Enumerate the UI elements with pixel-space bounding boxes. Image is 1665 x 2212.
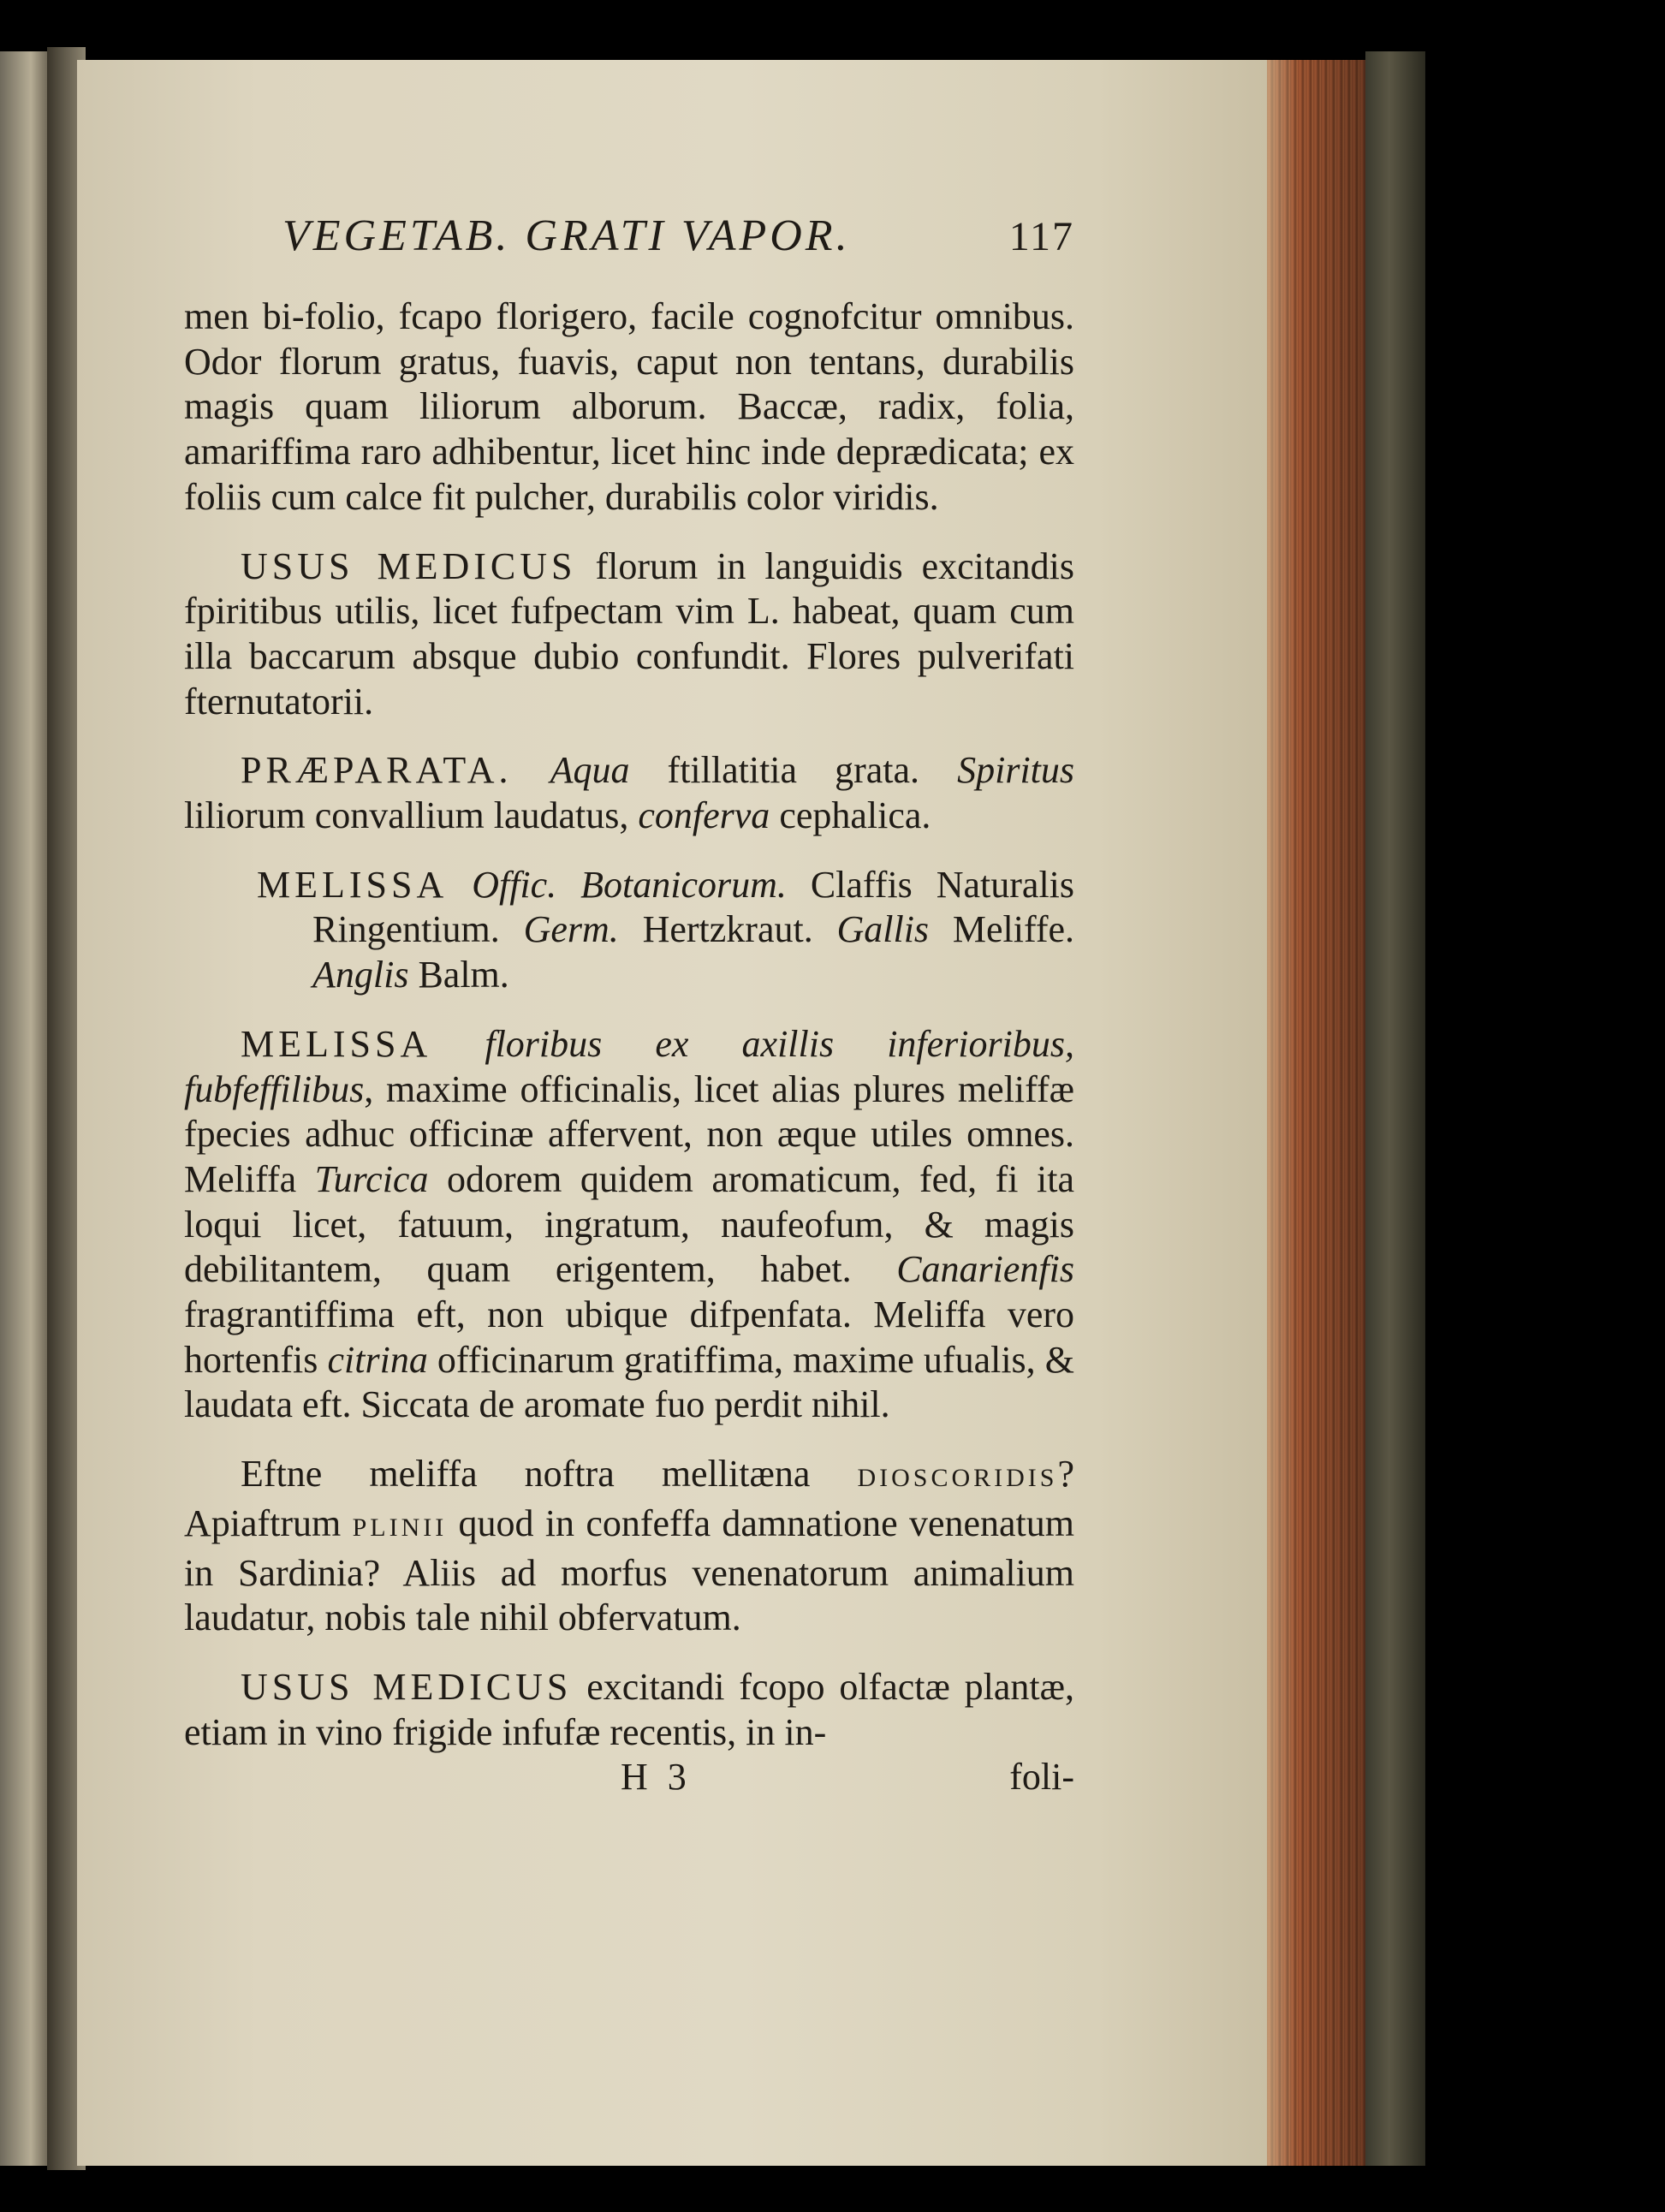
paragraph-text: ? Apiaftrum: [184, 1453, 1074, 1544]
paragraph-text: quod in confeffa damnatione venenatum in Sardinia? Aliis ad morfus venenatorum animalium laudatur, nobis tale nihil obfervatum.: [184, 1501, 1074, 1639]
paragraph-text: fragrantiffima eft, non ubique difpenfata. Meliffa vero hortenfis: [184, 1293, 1074, 1381]
paragraph-text: Balm.: [408, 954, 509, 996]
paragraph-text: Hertzkraut.: [618, 908, 837, 951]
italic-term: floribus ex axillis inferioribus, fubfeffilibus: [184, 1022, 1075, 1110]
italic-term: Canarienfis: [896, 1248, 1074, 1291]
italic-term: Offic. Botanicorum.: [472, 863, 787, 906]
facing-page-edge: [0, 51, 51, 2166]
paragraph-text: [431, 1023, 485, 1065]
paragraph-text: officinarum gratiffima, maxime ufualis, & laudata eft. Siccata de aromate fuo perdit nihil.: [184, 1338, 1074, 1426]
paragraph-text: odorem quidem aromaticum, fed, fi ita loqui licet, fatuum, ingratum, naufeofum, & magis debilitantem, quam erigentem, habet.: [184, 1157, 1075, 1291]
entry-heading: MELISSA: [257, 863, 449, 906]
paragraph-intro-text: men bi-folio, fcapo florigero, facile cognofcitur omnibus. Odor florum gratus, fuavis, caput non tentans, durabilis magis quam liliorum alborum. Baccæ, radix, folia, amariffima raro adhibentur, licet hinc inde deprædicata; ex foliis cum calce fit pulcher, durabilis color viridis.: [184, 295, 1074, 518]
page-footer: [184, 1755, 1074, 1800]
section-caps: MELISSA: [241, 1022, 432, 1065]
italic-term: Turcica: [314, 1157, 429, 1200]
italic-term: citrina: [327, 1338, 428, 1381]
section-caps: USUS MEDICUS: [241, 1665, 573, 1708]
section-caps: USUS MEDICUS: [241, 544, 577, 587]
small-caps-name: DIOSCORIDIS: [857, 1464, 1058, 1493]
italic-term: Germ.: [523, 908, 619, 951]
signature-mark: H 3: [621, 1756, 692, 1799]
italic-term: Aqua: [550, 749, 630, 792]
italic-term: Spiritus: [957, 749, 1075, 792]
paragraph-text: Meliffe.: [929, 908, 1074, 951]
paragraph-usus-medicus-2: [184, 1665, 1074, 1755]
paragraph-text: florum in languidis excitandis fpiritibus utilis, licet fufpectam vim L. habeat, quam cum illa baccarum absque dubio confundit. Flores pulverifati fternutatorii.: [184, 544, 1074, 722]
paragraph-text: cephalica.: [770, 794, 931, 837]
paragraph-intro: [184, 294, 1074, 520]
paragraph-text: excitandi fcopo olfactæ plantæ, etiam in vino frigide infufæ recentis, in in-: [184, 1665, 1074, 1753]
paragraph-text: ftillatitia grata.: [629, 749, 958, 792]
running-head: VEGETAB. GRATI VAPOR.: [282, 211, 851, 260]
italic-term: Gallis: [836, 908, 930, 951]
paragraph-text: , maxime officinalis, licet alias plures meliffæ fpecies adhuc officinæ affervent, non æque utiles omnes. Meliffa: [184, 1067, 1074, 1200]
page-header: [282, 211, 1074, 274]
paragraph-text: [448, 864, 472, 906]
page-number: 117: [1008, 214, 1074, 259]
book-cover-edge: [1365, 51, 1425, 2166]
catchword: foli-: [1009, 1756, 1074, 1799]
section-caps: PRÆPARATA.: [241, 749, 513, 792]
paragraph-text: liliorum convallium laudatus,: [184, 794, 639, 837]
paragraph-usus-medicus-1: [184, 544, 1074, 725]
paragraph-question: [184, 1452, 1074, 1641]
paragraph-praeparata: [184, 748, 1074, 838]
italic-term: Anglis: [312, 954, 409, 996]
page-edges-shade: [1267, 60, 1370, 2166]
italic-term: conferva: [638, 794, 770, 837]
paragraph-melissa-description: [184, 1022, 1074, 1428]
paragraph-melissa-entry: [184, 863, 1074, 998]
small-caps-name: PLINII: [352, 1513, 448, 1542]
paragraph-text: Eftne meliffa noftra mellitæna: [241, 1453, 858, 1495]
page-text: [184, 211, 1075, 1800]
paragraph-text: Claffis Naturalis Ringentium.: [312, 863, 1075, 951]
